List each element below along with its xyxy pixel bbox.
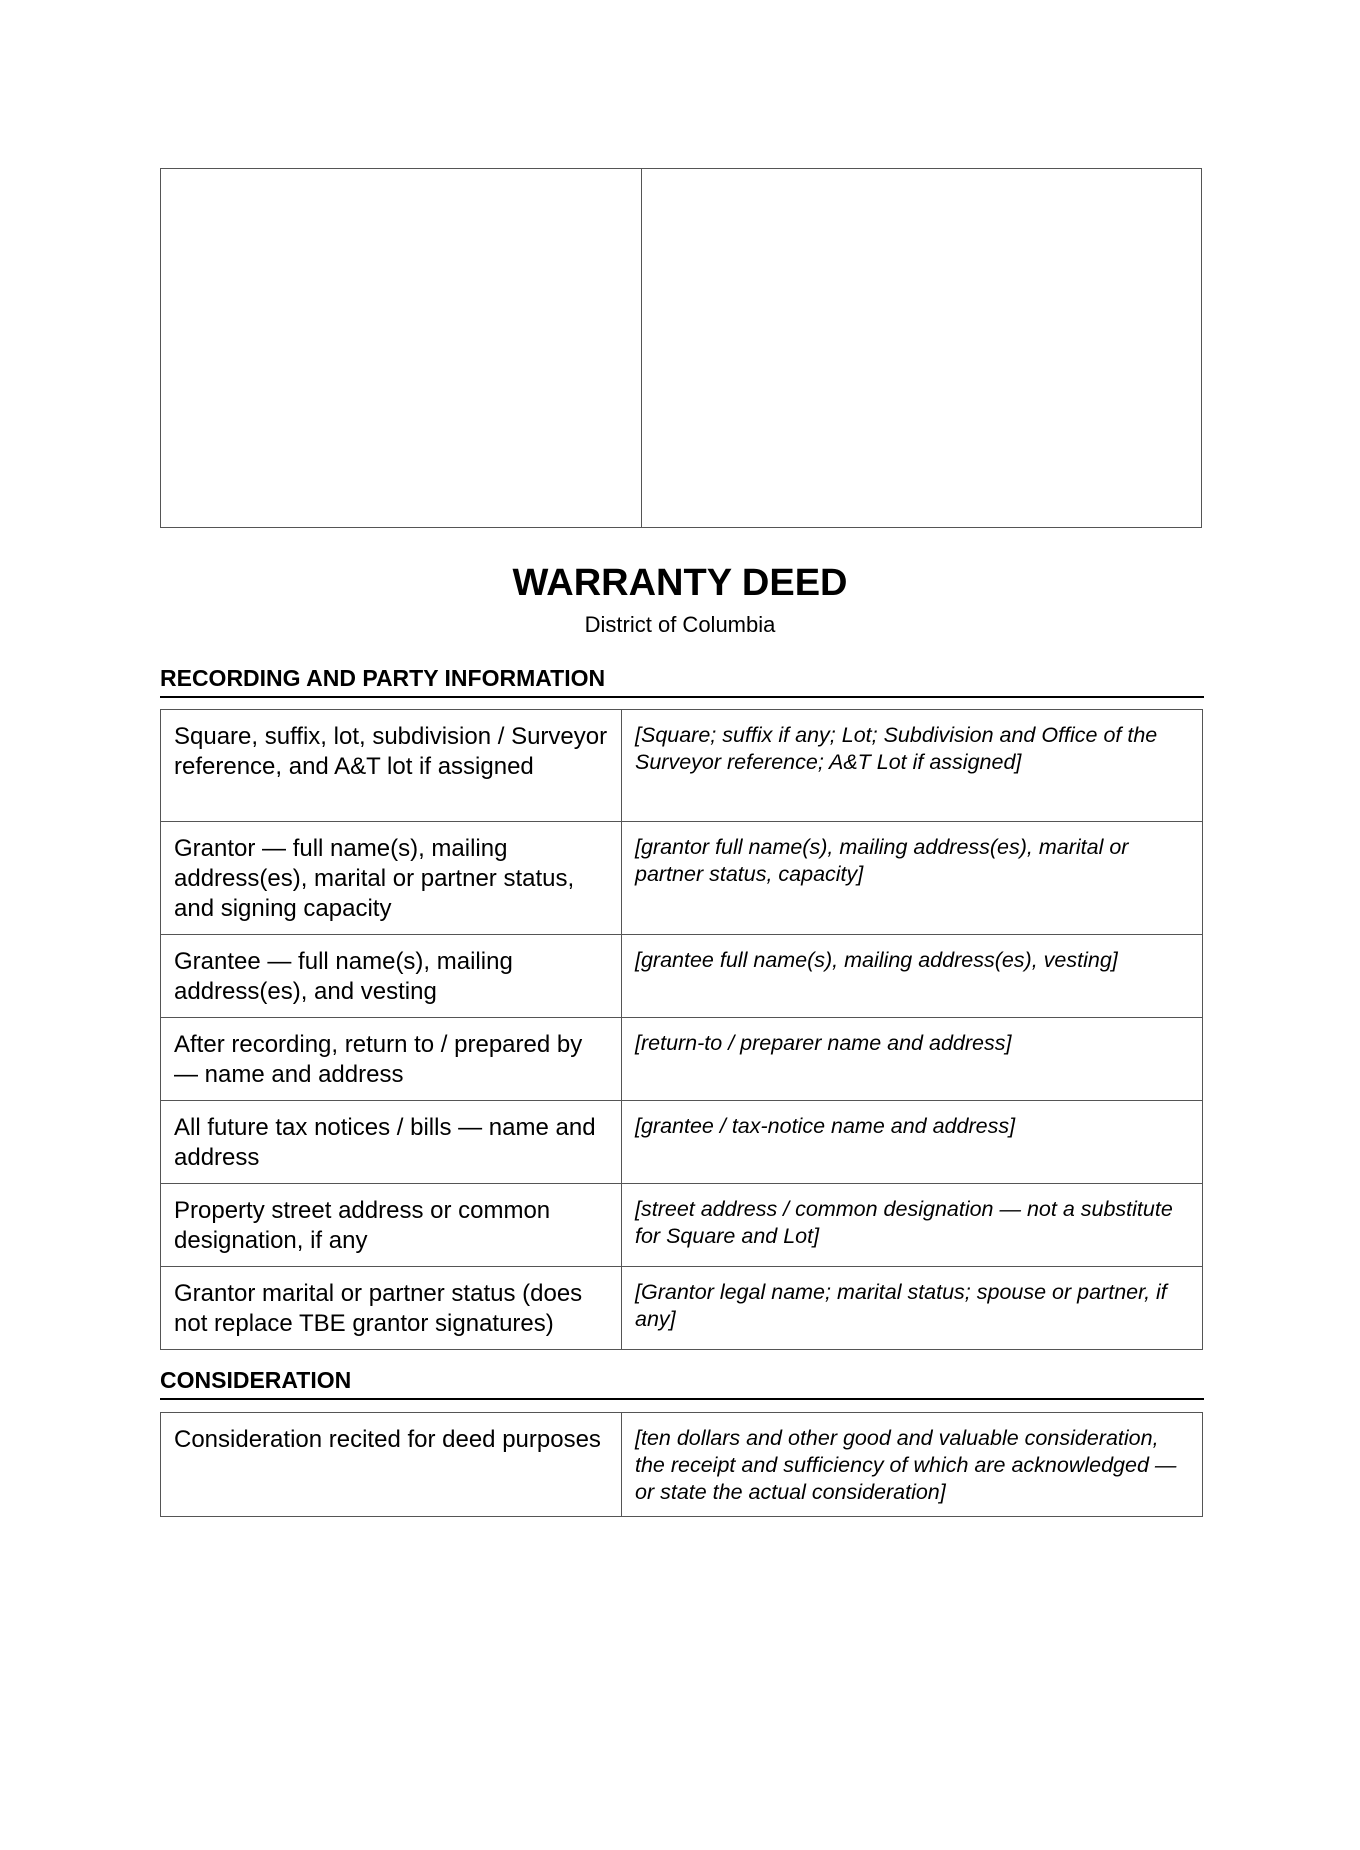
field-label: Property street address or common designation, if any [161,1184,622,1267]
table-row [161,935,1203,1018]
section-heading-recording: RECORDING AND PARTY INFORMATION [160,664,1204,698]
table-row [161,1101,1203,1184]
field-label: All future tax notices / bills — name and address [161,1101,622,1184]
table-row [161,1018,1203,1101]
table-row [161,1413,1203,1517]
recording-party-table [160,709,1203,1350]
field-label: Square, suffix, lot, subdivision / Surveyor reference, and A&T lot if assigned [161,710,622,822]
field-label: Grantor — full name(s), mailing address(es), marital or partner status, and signing capacity [161,822,622,935]
field-value: [return-to / preparer name and address] [622,1018,1203,1101]
field-value: [Square; suffix if any; Lot; Subdivision and Office of the Surveyor reference; A&T Lot if assigned] [622,710,1203,822]
field-value: [street address / common designation — not a substitute for Square and Lot] [622,1184,1203,1267]
table-row [161,710,1203,822]
field-label: Grantor marital or partner status (does not replace TBE grantor signatures) [161,1267,622,1350]
recording-stamp-area [160,168,1202,528]
table-row [161,822,1203,935]
recording-stamp-left-cell [161,169,642,527]
recording-stamp-right-cell [642,169,1201,527]
field-value: [grantor full name(s), mailing address(es), marital or partner status, capacity] [622,822,1203,935]
field-value: [Grantor legal name; marital status; spouse or partner, if any] [622,1267,1203,1350]
field-value: [grantee full name(s), mailing address(es), vesting] [622,935,1203,1018]
section-heading-consideration: CONSIDERATION [160,1366,1204,1400]
document-title: WARRANTY DEED [512,562,848,604]
document-subtitle: District of Columbia [584,612,776,637]
field-value: [ten dollars and other good and valuable consideration, the receipt and sufficiency of which are acknowledged — or state the actual consideration] [622,1413,1203,1517]
table-row [161,1184,1203,1267]
field-label: After recording, return to / prepared by — name and address [161,1018,622,1101]
field-label: Grantee — full name(s), mailing address(es), and vesting [161,935,622,1018]
field-label: Consideration recited for deed purposes [161,1413,622,1517]
field-value: [grantee / tax-notice name and address] [622,1101,1203,1184]
consideration-table [160,1412,1203,1517]
table-row [161,1267,1203,1350]
